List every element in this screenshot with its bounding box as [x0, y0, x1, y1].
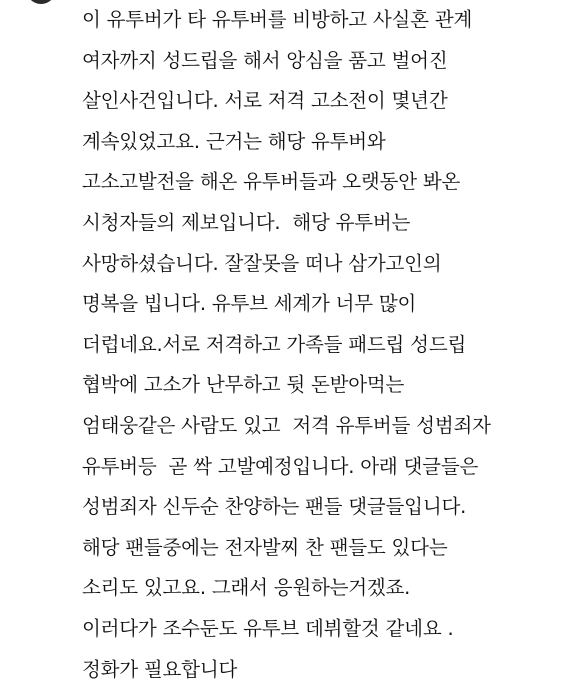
comment-line: 해당 팬들중에는 전자발찌 찬 팬들도 있다는 [82, 528, 572, 569]
comment-line: 이 유투버가 타 유투버를 비방하고 사실혼 관계 [82, 0, 572, 41]
comment-line: 시청자들의 제보입니다. 해당 유투버는 [82, 203, 572, 244]
comment-line: 협박에 고소가 난무하고 뒷 돈받아먹는 [82, 365, 572, 406]
comment-line: 계속있었고요. 근거는 해당 유투버와 [82, 122, 572, 163]
comment-line: 명복을 빕니다. 유투브 세계가 너무 많이 [82, 284, 572, 325]
comment-line: 성범죄자 신두순 찬양하는 팬들 댓글들입니다. [82, 487, 572, 528]
comment-body [82, 0, 572, 690]
comment-line: 사망하셨습니다. 잘잘못을 떠나 삼가고인의 [82, 244, 572, 285]
comment-line: 고소고발전을 해온 유투버들과 오랫동안 봐온 [82, 162, 572, 203]
comment-line: 정화가 필요합니다 [82, 650, 572, 690]
comment-line: 여자까지 성드립을 해서 앙심을 품고 벌어진 [82, 41, 572, 82]
comment-line: 엄태웅같은 사람도 있고 저격 유투버들 성범죄자 [82, 406, 572, 447]
comment-line: 소리도 있고요. 그래서 응원하는거겠죠. [82, 568, 572, 609]
comment-line: 더럽네요.서로 저격하고 가족들 패드립 성드립 [82, 325, 572, 366]
comment-line: 이러다가 조수둔도 유투브 데뷔할것 같네요 . [82, 609, 572, 650]
comment-line: 유투버등 곧 싹 고발예정입니다. 아래 댓글들은 [82, 447, 572, 488]
comment-line: 살인사건입니다. 서로 저격 고소전이 몇년간 [82, 81, 572, 122]
avatar[interactable] [26, 0, 56, 4]
